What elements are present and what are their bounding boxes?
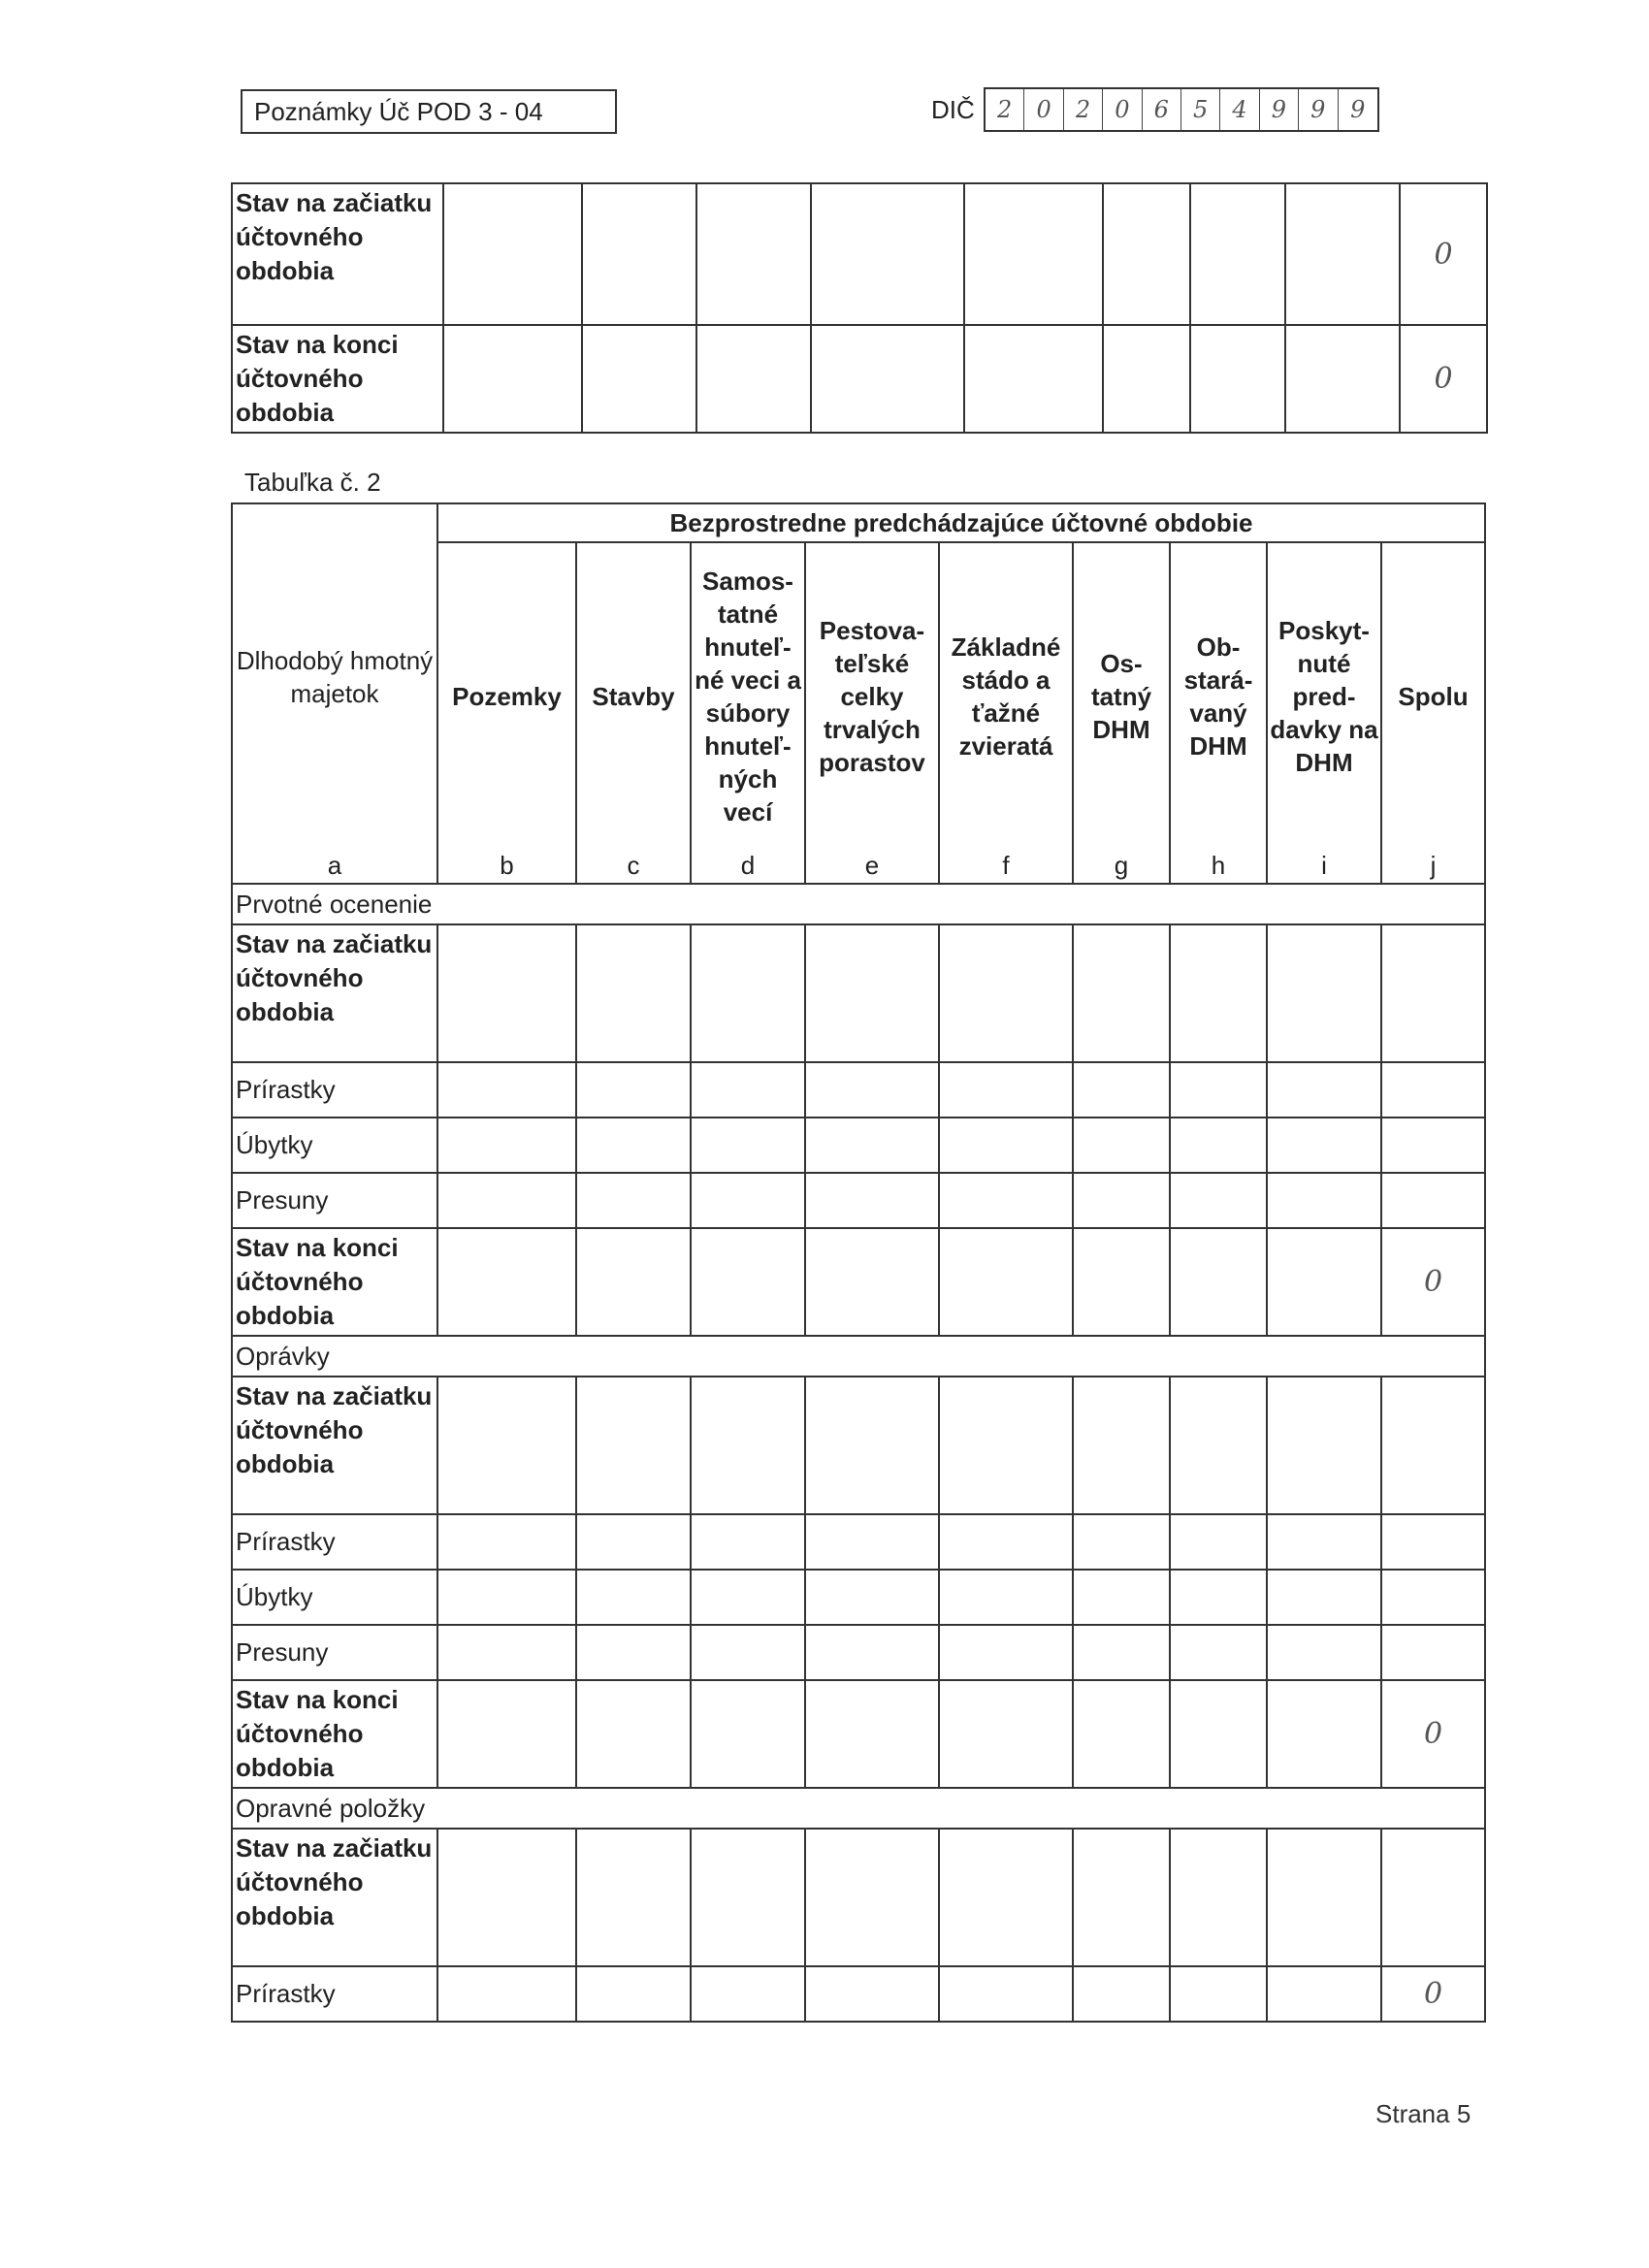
value-cell[interactable] <box>691 1570 805 1625</box>
col-letter: f <box>939 849 1073 884</box>
value-cell[interactable] <box>964 183 1103 325</box>
total-cell[interactable] <box>1381 1062 1485 1118</box>
total-cell[interactable] <box>1381 1173 1485 1228</box>
page-number: Strana 5 <box>1375 2099 1471 2128</box>
value-cell[interactable] <box>1073 1118 1170 1173</box>
dic-label: DIČ <box>931 95 975 124</box>
col-letter: g <box>1073 849 1170 884</box>
col-letter: h <box>1170 849 1267 884</box>
value-cell[interactable] <box>1267 1514 1381 1570</box>
col-header: Os-tatný DHM <box>1073 542 1170 849</box>
value-cell[interactable] <box>1073 1829 1170 1966</box>
col-letter: b <box>437 849 576 884</box>
value-cell[interactable] <box>582 325 696 433</box>
value-cell[interactable] <box>939 924 1073 1062</box>
value-cell[interactable] <box>939 1625 1073 1680</box>
value-cell[interactable] <box>811 325 964 433</box>
value-cell[interactable] <box>576 1514 691 1570</box>
value-cell[interactable] <box>805 1228 939 1336</box>
value-cell[interactable] <box>805 1625 939 1680</box>
value-cell[interactable] <box>1267 1625 1381 1680</box>
value-cell[interactable] <box>691 1228 805 1336</box>
value-cell[interactable] <box>576 1173 691 1228</box>
value-cell[interactable] <box>1267 1680 1381 1788</box>
dic-digit[interactable]: 9 <box>1260 89 1299 130</box>
value-cell[interactable] <box>691 1829 805 1966</box>
value-cell[interactable] <box>811 183 964 325</box>
dic-digit[interactable]: 0 <box>1103 89 1142 130</box>
value-cell[interactable] <box>1103 183 1190 325</box>
row-label: Stav na začiatku účtovného obdobia <box>232 183 443 325</box>
col-header-asset: Dlhodobý hmotný majetok <box>232 503 437 849</box>
value-cell[interactable] <box>1073 1966 1170 2022</box>
row-label: Stav na konci účtovného obdobia <box>232 1228 437 1336</box>
dic-digit[interactable]: 5 <box>1181 89 1220 130</box>
section-title: Opravné položky <box>232 1788 1485 1829</box>
value-cell[interactable] <box>576 924 691 1062</box>
value-cell[interactable] <box>805 1829 939 1966</box>
value-cell[interactable] <box>1103 325 1190 433</box>
value-cell[interactable] <box>691 1173 805 1228</box>
value-cell[interactable] <box>939 1062 1073 1118</box>
value-cell[interactable] <box>576 1680 691 1788</box>
form-code-text: Poznámky Úč POD 3 - 04 <box>254 96 543 126</box>
value-cell[interactable] <box>1170 924 1267 1062</box>
value-cell[interactable] <box>1285 325 1400 433</box>
col-header: Samos-tatné hnuteľ-né veci a súbory hnuteľ-ných vecí <box>691 542 805 849</box>
value-cell[interactable] <box>1170 1377 1267 1514</box>
value-cell[interactable] <box>1073 1570 1170 1625</box>
value-cell[interactable] <box>696 183 811 325</box>
col-letter: j <box>1381 849 1485 884</box>
dic-digit[interactable]: 4 <box>1220 89 1259 130</box>
value-cell[interactable] <box>1073 1062 1170 1118</box>
value-cell[interactable] <box>576 1570 691 1625</box>
row-label: Stav na začiatku účtovného obdobia <box>232 1829 437 1966</box>
value-cell[interactable] <box>437 924 576 1062</box>
value-cell[interactable] <box>691 1680 805 1788</box>
value-cell[interactable] <box>1285 183 1400 325</box>
row-label: Stav na konci účtovného obdobia <box>232 325 443 433</box>
total-cell[interactable] <box>1381 1514 1485 1570</box>
value-cell[interactable] <box>805 1514 939 1570</box>
value-cell[interactable] <box>691 1625 805 1680</box>
value-cell[interactable] <box>1073 1514 1170 1570</box>
value-cell[interactable] <box>1073 1228 1170 1336</box>
value-cell[interactable] <box>1170 1228 1267 1336</box>
total-cell[interactable] <box>1381 1570 1485 1625</box>
value-cell[interactable] <box>437 1570 576 1625</box>
dic-digit[interactable]: 6 <box>1143 89 1181 130</box>
value-cell[interactable] <box>696 325 811 433</box>
value-cell[interactable] <box>964 325 1103 433</box>
value-cell[interactable] <box>691 1514 805 1570</box>
value-cell[interactable] <box>443 183 582 325</box>
total-cell[interactable]: 0 <box>1381 1966 1485 2022</box>
value-cell[interactable] <box>805 1966 939 2022</box>
row-label: Prírastky <box>232 1062 437 1118</box>
value-cell[interactable] <box>576 1062 691 1118</box>
form-code-box <box>241 89 617 134</box>
value-cell[interactable] <box>939 1377 1073 1514</box>
value-cell[interactable] <box>437 1966 576 2022</box>
value-cell[interactable] <box>576 1228 691 1336</box>
value-cell[interactable] <box>1170 1173 1267 1228</box>
value-cell[interactable] <box>1267 1377 1381 1514</box>
value-cell[interactable] <box>437 1228 576 1336</box>
value-cell[interactable] <box>1267 924 1381 1062</box>
value-cell[interactable] <box>1267 1829 1381 1966</box>
value-cell[interactable] <box>1170 1118 1267 1173</box>
table-caption: Tabuľka č. 2 <box>244 468 381 497</box>
value-cell[interactable] <box>1170 1570 1267 1625</box>
col-letter: i <box>1267 849 1381 884</box>
section-title: Oprávky <box>232 1336 1485 1377</box>
row-label: Prírastky <box>232 1514 437 1570</box>
col-header: Poskyt-nuté pred-davky na DHM <box>1267 542 1381 849</box>
value-cell[interactable] <box>1190 325 1285 433</box>
col-header: Spolu <box>1381 542 1485 849</box>
total-cell[interactable] <box>1381 924 1485 1062</box>
value-cell[interactable] <box>805 924 939 1062</box>
value-cell[interactable] <box>1190 183 1285 325</box>
dic-digit-boxes <box>984 87 1379 132</box>
value-cell[interactable] <box>939 1829 1073 1966</box>
value-cell[interactable] <box>1267 1966 1381 2022</box>
value-cell[interactable] <box>1170 1514 1267 1570</box>
value-cell[interactable] <box>576 1829 691 1966</box>
table-long-term-tangible-assets <box>231 502 1486 2023</box>
dic-digit[interactable]: 2 <box>986 89 1024 130</box>
value-cell[interactable] <box>939 1118 1073 1173</box>
value-cell[interactable] <box>576 1966 691 2022</box>
col-letter: d <box>691 849 805 884</box>
col-letter: c <box>576 849 691 884</box>
dic-digit[interactable]: 0 <box>1024 89 1063 130</box>
total-cell[interactable]: 0 <box>1400 183 1487 325</box>
row-label: Prírastky <box>232 1966 437 2022</box>
value-cell[interactable] <box>437 1514 576 1570</box>
value-cell[interactable] <box>437 1173 576 1228</box>
value-cell[interactable] <box>939 1966 1073 2022</box>
value-cell[interactable] <box>1170 1829 1267 1966</box>
col-header: Ob-stará-vaný DHM <box>1170 542 1267 849</box>
value-cell[interactable] <box>939 1514 1073 1570</box>
section-title: Prvotné ocenenie <box>232 884 1485 924</box>
value-cell[interactable] <box>1073 1377 1170 1514</box>
period-header: Bezprostredne predchádzajúce účtovné obdobie <box>437 503 1485 542</box>
value-cell[interactable] <box>1267 1118 1381 1173</box>
col-letter: e <box>805 849 939 884</box>
value-cell[interactable] <box>1267 1570 1381 1625</box>
col-letter: a <box>232 849 437 884</box>
value-cell[interactable] <box>437 1625 576 1680</box>
value-cell[interactable] <box>805 1173 939 1228</box>
value-cell[interactable] <box>939 1173 1073 1228</box>
value-cell[interactable] <box>437 1680 576 1788</box>
value-cell[interactable] <box>691 1118 805 1173</box>
col-header: Pozemky <box>437 542 576 849</box>
value-cell[interactable] <box>576 1625 691 1680</box>
value-cell[interactable] <box>437 1062 576 1118</box>
value-cell[interactable] <box>1073 1625 1170 1680</box>
value-cell[interactable] <box>1170 1062 1267 1118</box>
row-label: Presuny <box>232 1173 437 1228</box>
dic-digit[interactable]: 9 <box>1350 96 1366 123</box>
value-cell[interactable] <box>805 1118 939 1173</box>
value-cell[interactable] <box>1267 1228 1381 1336</box>
col-header: Stavby <box>576 542 691 849</box>
value-cell[interactable] <box>1170 1625 1267 1680</box>
total-cell[interactable] <box>1381 1829 1485 1966</box>
value-cell[interactable] <box>437 1829 576 1966</box>
value-cell[interactable] <box>691 1062 805 1118</box>
value-cell[interactable] <box>691 1377 805 1514</box>
value-cell[interactable] <box>805 1570 939 1625</box>
value-cell[interactable] <box>805 1377 939 1514</box>
total-cell[interactable]: 0 <box>1400 325 1487 433</box>
value-cell[interactable] <box>805 1680 939 1788</box>
value-cell[interactable] <box>1073 1173 1170 1228</box>
value-cell[interactable] <box>1170 1680 1267 1788</box>
row-label: Stav na začiatku účtovného obdobia <box>232 924 437 1062</box>
value-cell[interactable] <box>691 924 805 1062</box>
value-cell[interactable] <box>437 1118 576 1173</box>
value-cell[interactable] <box>1267 1173 1381 1228</box>
value-cell[interactable] <box>437 1377 576 1514</box>
row-label: Stav na začiatku účtovného obdobia <box>232 1377 437 1514</box>
col-header: Základné stádo a ťažné zvieratá <box>939 542 1073 849</box>
dic-digit[interactable]: 9 <box>1299 89 1338 130</box>
value-cell[interactable] <box>1267 1062 1381 1118</box>
row-label: Stav na konci účtovného obdobia <box>232 1680 437 1788</box>
value-cell[interactable] <box>1170 1966 1267 2022</box>
value-cell[interactable] <box>805 1062 939 1118</box>
total-cell[interactable] <box>1381 1377 1485 1514</box>
value-cell[interactable] <box>939 1228 1073 1336</box>
dic-digit[interactable]: 2 <box>1064 89 1103 130</box>
row-label: Presuny <box>232 1625 437 1680</box>
total-cell[interactable] <box>1381 1118 1485 1173</box>
value-cell[interactable] <box>576 1118 691 1173</box>
value-cell[interactable] <box>939 1680 1073 1788</box>
value-cell[interactable] <box>443 325 582 433</box>
value-cell[interactable] <box>1073 1680 1170 1788</box>
total-cell[interactable] <box>1381 1625 1485 1680</box>
table-continuation <box>231 182 1488 434</box>
total-cell[interactable]: 0 <box>1381 1680 1485 1788</box>
value-cell[interactable] <box>582 183 696 325</box>
value-cell[interactable] <box>939 1570 1073 1625</box>
col-header: Pestova-teľské celky trvalých porastov <box>805 542 939 849</box>
value-cell[interactable] <box>576 1377 691 1514</box>
row-label: Úbytky <box>232 1570 437 1625</box>
value-cell[interactable] <box>1073 924 1170 1062</box>
row-label: Úbytky <box>232 1118 437 1173</box>
total-cell[interactable]: 0 <box>1381 1228 1485 1336</box>
value-cell[interactable] <box>691 1966 805 2022</box>
